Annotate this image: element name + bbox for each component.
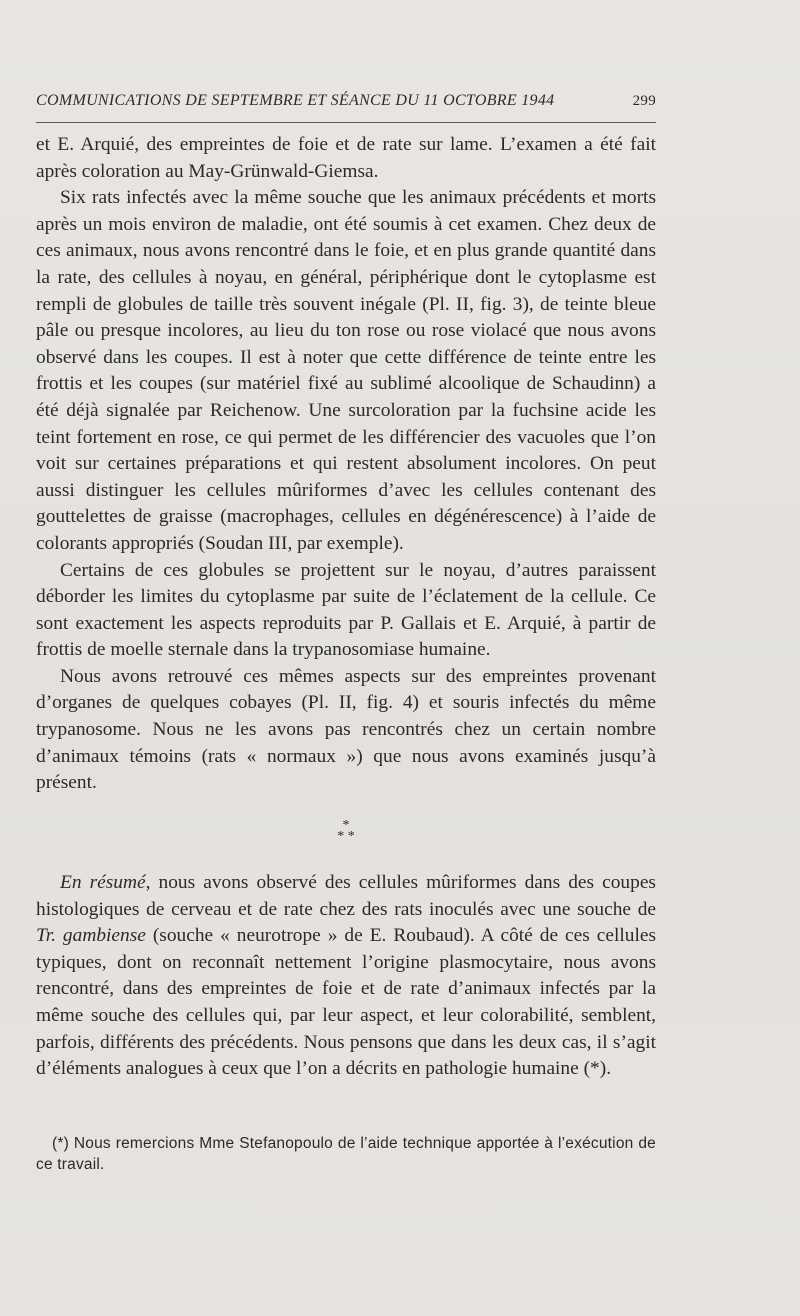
section-separator bbox=[326, 820, 366, 850]
header-rule bbox=[36, 122, 656, 123]
summary-text-a: , nous avons observé des cellules mûriformes dans des coupes histologiques de cerveau et de rate chez des rats inoculés avec une souche de bbox=[36, 872, 656, 920]
summary-paragraph bbox=[36, 870, 656, 1083]
summary-text-b: (souche « neurotrope » de E. Roubaud). A côté de ces cellules typiques, dont on reconnaît nettement l’origine plasmocytaire, nous avons rencontré, dans des empreintes de foie et de rate d’animaux infectés par la même souche des cellules qui, par leur aspect, et leur colorabilité, semblent, parfois, différents des précédents. Nous pensons que dans les deux cas, il s’agit d’éléments analogues à ceux que l’on a décrits en pathologie humaine (*). bbox=[36, 925, 656, 1080]
paragraph-1: et E. Arquié, des empreintes de foie et de rate sur lame. L’examen a été fait après coloration au May-Grünwald-Giemsa. bbox=[36, 134, 656, 182]
footnote-text: (*) Nous remercions Mme Stefanopoulo de l’aide technique apportée à l’exécution de ce travail. bbox=[36, 1135, 656, 1173]
separator-top: * bbox=[342, 818, 350, 833]
summary-section bbox=[36, 870, 656, 1083]
paragraph-4: Nous avons retrouvé ces mêmes aspects sur des empreintes provenant d’organes de quelques cobayes (Pl. II, fig. 4) et souris infectés du même trypanosome. Nous ne les avons pas rencontrés chez un certain nombre d’animaux témoins (rats « normaux ») que nous avons examinés jusqu’à présent. bbox=[36, 665, 656, 794]
summary-lead: En résumé bbox=[60, 872, 146, 893]
main-text bbox=[36, 132, 656, 797]
species-name: Tr. gambiense bbox=[36, 925, 146, 947]
running-header bbox=[36, 92, 656, 110]
paragraph-3: Certains de ces globules se projettent sur le noyau, d’autres paraissent déborder les limites du cytoplasme par suite de l’éclatement de la cellule. Ce sont exactement les aspects reproduits par P. Gallais et E. Arquié, à partir de frottis de moelle sternale dans la trypanosomiase humaine. bbox=[36, 559, 656, 661]
running-title: COMMUNICATIONS DE SEPTEMBRE ET SÉANCE DU 11 OCTOBRE 1944 bbox=[36, 92, 555, 109]
paragraph-2: Six rats infectés avec la même souche que les animaux précédents et morts après un mois environ de maladie, ont été soumis à cet examen. Chez deux de ces animaux, nous avons rencontré dans le foie, et en plus grande quantité dans la rate, des cellules à noyau, en général, périphérique dont le cytoplasme est rempli de globules de taille très souvent inégale (Pl. II, fig. 3), de teinte bleue pâle ou presque incolores, au lieu du ton rose ou rose violacé que nous avons observé dans les coupes. Il est à noter que cette différence de teinte entre les frottis et les coupes (sur matériel fixé au sublimé alcoolique de Schaudinn) a été déjà signalée par Reichenow. Une surcoloration par la fuchsine acide les teint fortement en rose, ce qui permet de les différencier des vacuoles que l’on voit sur certaines préparations et qui restent absolument incolores. On peut aussi distinguer les cellules mûriformes d’avec les cellules contenant des gouttelettes de graisse (macrophages, cellules en dégénérescence) à l’aide de colorants appropriés (Soudan III, par exemple). bbox=[36, 187, 656, 554]
page-number: 299 bbox=[632, 93, 656, 109]
separator-bottom: * * bbox=[337, 829, 355, 844]
footnote bbox=[36, 1133, 656, 1175]
